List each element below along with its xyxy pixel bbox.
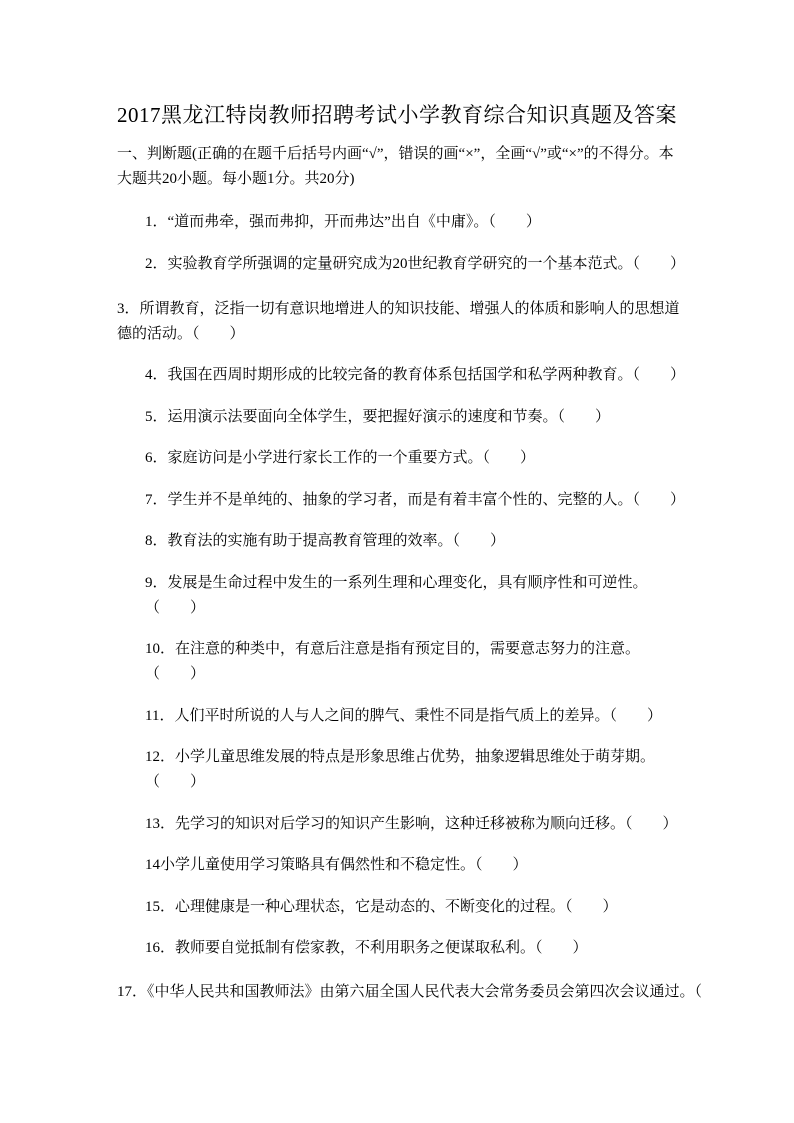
question-5: 5．运用演示法要面向全体学生，要把握好演示的速度和节奏。（ ）: [145, 408, 611, 425]
question-10: 10．在注意的种类中，有意后注意是指有预定目的，需要意志努力的注意。（ ）: [145, 641, 641, 682]
section-heading: 一、判断题(正确的在题千后括号内画“√”，错误的画“×”，全画“√”或“×”的不得分。本大题共20小题。每小题1分。共20分): [117, 146, 674, 187]
question-11: 11．人们平时所说的人与人之间的脾气、秉性不同是指气质上的差异。（ ）: [145, 707, 662, 724]
question-2: 2．实验教育学所强调的定量研究成为20世纪教育学研究的一个基本范式。（ ）: [145, 255, 686, 272]
question-9: 9．发展是生命过程中发生的一系列生理和心理变化，具有顺序性和可逆性。（ ）: [145, 574, 648, 616]
question-12: 12．小学儿童思维发展的特点是形象思维占优势，抽象逻辑思维处于萌芽期。（ ）: [145, 749, 656, 790]
question-1: 1．“道而弗牵，强而弗抑，开而弗达”出自《中庸》。（ ）: [145, 214, 541, 230]
question-8: 8．教育法的实施有助于提高教育管理的效率。（ ）: [145, 533, 506, 549]
document-title: 2017黑龙江特岗教师招聘考试小学教育综合知识真题及答案: [117, 103, 677, 127]
question-4: 4．我国在西周时期形成的比较完备的教育体系包括国学和私学两种教育。（ ）: [145, 367, 686, 383]
question-13: 13．先学习的知识对后学习的知识产生影响，这种迁移被称为顺向迁移。（ ）: [145, 815, 678, 832]
question-16: 16．教师要自觉抵制有偿家教，不利用职务之便谋取私利。（ ）: [145, 940, 588, 956]
question-14: 14小学儿童使用学习策略具有偶然性和不稳定性。（ ）: [145, 857, 528, 873]
question-7: 7．学生并不是单纯的、抽象的学习者，而是有着丰富个性的、完整的人。（ ）: [145, 491, 686, 508]
question-3: 3．所谓教育，泛指一切有意识地增进人的知识技能、增强人的体质和影响人的思想道德的活动。（ ）: [117, 300, 680, 342]
question-15: 15．心理健康是一种心理状态，它是动态的、不断变化的过程。（ ）: [145, 898, 618, 915]
question-6: 6．家庭访问是小学进行家长工作的一个重要方式。（ ）: [145, 450, 536, 466]
question-17: 17．《中华人民共和国教师法》由第六届全国人民代表大会常务委员会第四次会议通过。（: [117, 984, 703, 1000]
